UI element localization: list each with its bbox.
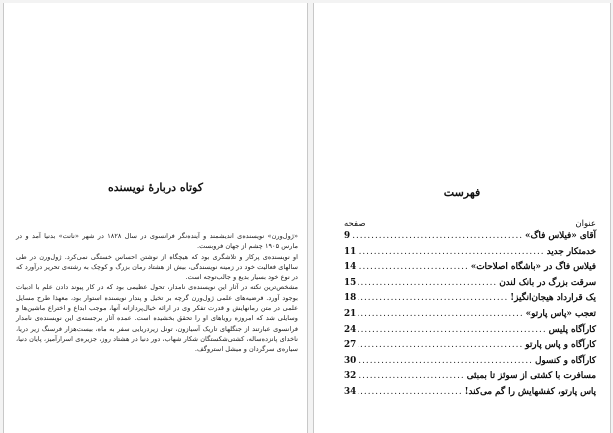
toc-entry[interactable]	[344, 231, 596, 247]
toc-leader	[358, 278, 497, 288]
toc-leader	[358, 309, 523, 319]
toc-leader	[358, 340, 523, 350]
toc-entry[interactable]	[344, 340, 596, 356]
toc-entry[interactable]	[344, 325, 596, 341]
toc-entry-label: کارآگاه پلیس	[548, 324, 596, 335]
toc-entry-label: یک قرارداد هیجان‌انگیز!	[510, 293, 596, 304]
toc-entry-page: 32	[344, 371, 357, 382]
toc-entry-label: کارآگاه و کنسول	[534, 355, 596, 366]
toc-entry-label: خدمتکار جدید	[546, 246, 596, 257]
toc-entry-page: 14	[344, 262, 357, 273]
toc-entry[interactable]	[344, 293, 596, 309]
toc-entry[interactable]	[344, 356, 596, 372]
toc-leader	[358, 356, 533, 366]
toc-entry-label: مسافرت با کشتی از سوئز تا بمبئی	[466, 371, 596, 382]
toc-entry-page: 27	[344, 340, 357, 351]
toc-entry-page: 21	[344, 308, 357, 319]
toc-leader	[358, 371, 464, 381]
about-author-page	[3, 3, 308, 433]
toc-entry-label: آقای «فیلاس فاگ»	[525, 231, 596, 241]
toc-entry-page: 30	[344, 355, 357, 366]
table-of-contents-page	[313, 3, 611, 433]
about-paragraph: مشخص‌ترین نکته در آثار این نویسنده‌ی نامدار، تحول عظیمی بود که در کار پیوند دادن علم با ادبیات بوجود آورد. فرضیه‌های علمی ژول‌ورن گرچه بر تخیل و پندار نویسنده استوار بود، معهذا طرح مسایل علمی در متن رمانهایش و قدرت تفکر وی در ارائه خیال‌پردازانه آنها، موجب ابداع و اختراع ماشین‌ها و وسایلی شد که امروزه رویاهای او را تحقق بخشیده است. عمده آثار برجسته‌ی این نویسنده‌ی نامدار فرانسوی عبارتند از جنگلهای تاریک آسیازون، تونل زیردریایی سفر به ماه، بیست‌هزار فرسنگ زیر دریا، ناخدای پانزده‌ساله، کشتی‌شکستگان شکار شهاب، دور دنیا در هشتاد روز، جزیره‌ی اسرارآمیز، پایان دنیا، سیاره‌ی سرگردان و میشل استروگف.	[16, 283, 298, 354]
toc-entry-page: 11	[344, 246, 357, 257]
about-author-title: کوتاه دربارهٔ نویسنده	[108, 181, 203, 194]
toc-entry-page: 9	[344, 231, 351, 241]
toc-entry-page: 24	[344, 324, 357, 335]
about-author-body	[16, 231, 298, 355]
about-paragraph: «ژول‌ورن» نویسنده‌ی اندیشمند و آینده‌نگر فرانسوی در سال ۱۸۲۸ در شهر «نانت» بدنیا آمد و در مارس ۱۹۰۵ چشم از جهان فروبست.	[16, 232, 298, 251]
toc-entry[interactable]	[344, 309, 596, 325]
toc-leader	[352, 231, 523, 241]
toc-entry-label: کارآگاه و پاس پارتو	[525, 340, 596, 351]
toc-entry-label: سرقت بزرگ در بانک لندن	[499, 277, 596, 288]
toc-leader	[358, 247, 544, 257]
toc-entry[interactable]	[344, 371, 596, 387]
toc-header	[344, 219, 596, 229]
toc-leader	[358, 293, 508, 303]
toc-leader	[358, 325, 546, 335]
toc-leader	[358, 387, 462, 397]
toc-entry-page: 15	[344, 277, 357, 288]
toc-list	[344, 231, 596, 403]
toc-entry-label: فیلاس فاگ در «باشگاه اصلاحات»	[470, 262, 596, 273]
toc-entry-label: تعجب «پاس پارتو»	[525, 308, 596, 319]
toc-column-title: عنوان	[575, 219, 596, 229]
toc-entry[interactable]	[344, 247, 596, 263]
toc-entry[interactable]	[344, 262, 596, 278]
toc-entry-label: پاس پارتو، کفشهایش را گم می‌کند!	[464, 386, 596, 397]
toc-column-page: صفحه	[344, 219, 366, 229]
toc-entry[interactable]	[344, 387, 596, 403]
toc-entry-page: 18	[344, 293, 357, 304]
toc-entry-page: 34	[344, 386, 357, 397]
toc-title: فهرست	[443, 186, 481, 199]
about-paragraph: او نویسنده‌ی پرکار و تلاشگری بود که هیچگاه از نوشتن احساس خستگی نمی‌کرد. ژول‌ورن در طی سالهای فعالیت خود در زمینه نویسندگی، بیش از هشتاد رمان بزرگ و کوچک به رشته‌ی تحریر درآورد که در نوع خود بسیار بدیع و جالب‌توجه است.	[16, 252, 298, 282]
toc-leader	[358, 262, 469, 272]
toc-entry[interactable]	[344, 278, 596, 294]
